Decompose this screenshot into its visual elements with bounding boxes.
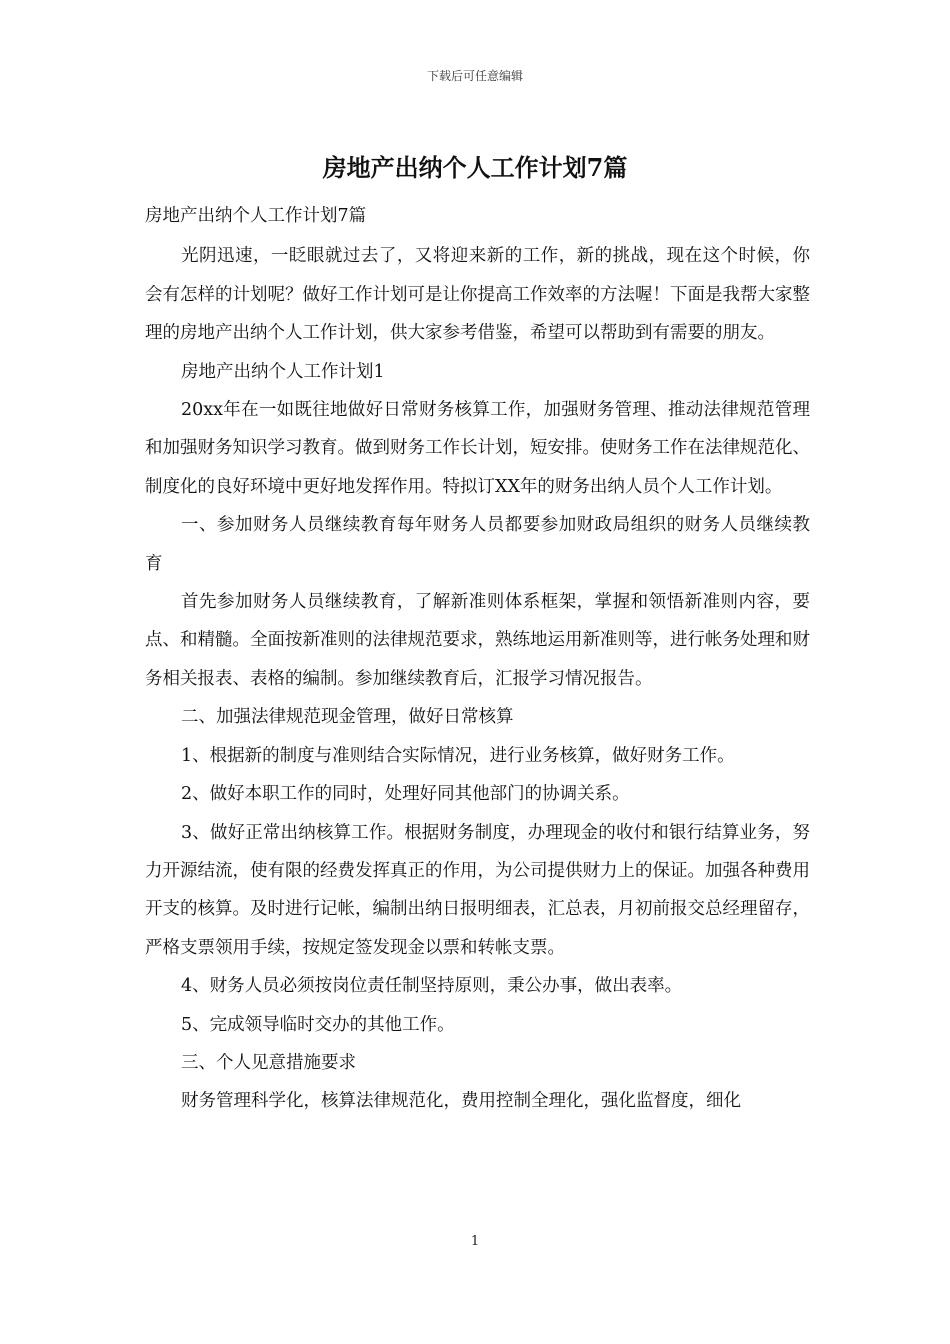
list-item: 4、财务人员必须按岗位责任制坚持原则，秉公办事，做出表率。 <box>181 976 683 997</box>
paragraph-continuing-education: 首先参加财务人员继续教育，了解新准则体系框架，掌握和领悟新准则内容，要点、和精髓。全面按新准则的法律规范要求，熟练地运用新准则等，进行帐务处理和财务相关报表、表格的编制。参加继续教育后，汇报学习情况报告。 <box>145 592 810 689</box>
list-item: 1、根据新的制度与准则结合实际情况，进行业务核算，做好财务工作。 <box>181 745 735 766</box>
section-heading-continuing-education: 一、参加财务人员继续教育每年财务人员都要参加财政局组织的财务人员继续教育 <box>145 515 810 574</box>
document-body <box>145 197 810 1121</box>
list-item: 3、做好正常出纳核算工作。根据财务制度，办理现金的收付和银行结算业务，努力开源结流，使有限的经费发挥真正的作用，为公司提供财力上的保证。加强各种费用开支的核算。及时进行记帐，编制出纳日报明细表，汇总表，月初前报交总经理留存，严格支票领用手续，按规定签发现金以票和转帐支票。 <box>145 822 810 958</box>
header-note: 下载后可任意编辑 <box>426 69 523 83</box>
paragraph-plan-1-overview: 20xx年在一如既往地做好日常财务核算工作，加强财务管理、推动法律规范管理和加强财务知识学习教育。做到财务工作长计划，短安排。使财务工作在法律规范化、制度化的良好环境中更好地发挥作用。特拟订XX年的财务出纳人员个人工作计划。 <box>145 400 810 497</box>
section-heading-plan-1: 房地产出纳个人工作计划1 <box>181 361 385 382</box>
page-number: 1 <box>470 1234 480 1249</box>
paragraph-personal-measures: 财务管理科学化，核算法律规范化，费用控制全理化，强化监督度，细化 <box>181 1091 741 1112</box>
paragraph-intro: 光阴迅速，一眨眼就过去了，又将迎来新的工作，新的挑战，现在这个时候，你会有怎样的计划呢？做好工作计划可是让你提高工作效率的方法喔！下面是我帮大家整理的房地产出纳个人工作计划，供大家参考借鉴，希望可以帮助到有需要的朋友。 <box>145 246 810 344</box>
section-heading-cash-management: 二、加强法律规范现金管理，做好日常核算 <box>181 707 514 728</box>
list-item: 2、做好本职工作的同时，处理好同其他部门的协调关系。 <box>181 784 630 805</box>
list-item: 5、完成领导临时交办的其他工作。 <box>181 1014 455 1035</box>
document-subtitle: 房地产出纳个人工作计划7篇 <box>145 206 367 226</box>
document-title: 房地产出纳个人工作计划7篇 <box>322 153 628 182</box>
section-heading-personal-measures: 三、个人见意措施要求 <box>181 1052 356 1073</box>
